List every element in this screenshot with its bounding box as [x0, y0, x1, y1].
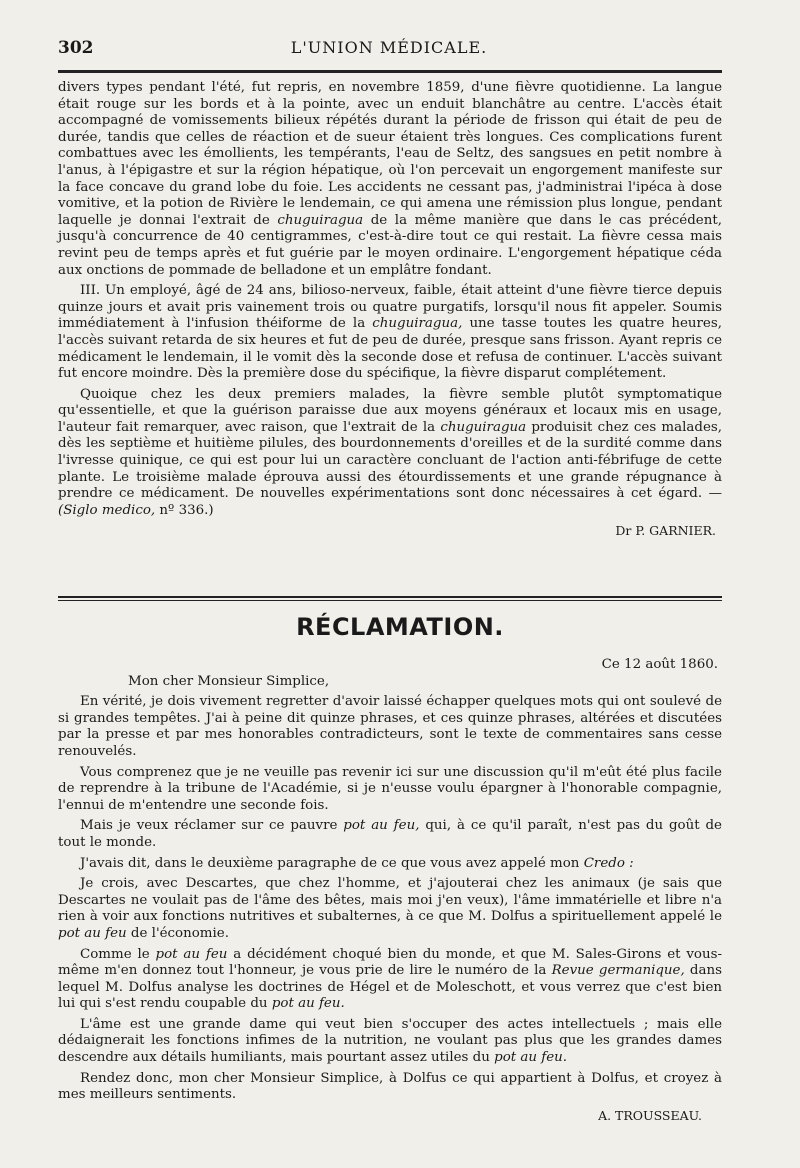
article-continuation: [58, 80, 722, 540]
paragraph: L'âme est une grande dame qui veut bien s'occuper des actes intellectuels ; mais elle dédaignerait les fonctions infimes de la nutrition, ne voulant pas plus que les grandes dames descendre aux détails humiliants, mais pourtant assez utiles du pot au feu.: [58, 1016, 722, 1066]
page-number: 302: [58, 38, 94, 58]
paragraph: Rendez donc, mon cher Monsieur Simplice, à Dolfus ce qui appartient à Dolfus, et croyez à mes meilleurs sentiments.: [58, 1070, 722, 1103]
page-header: [58, 38, 720, 66]
paragraph: Vous comprenez que je ne veuille pas revenir ici sur une discussion qu'il m'eût été plus facile de reprendre à la tribune de l'Académie, si je n'eusse voulu épargner à l'honorable compagnie, l'ennui de m'entendre une seconde fois.: [58, 764, 722, 813]
paragraph: divers types pendant l'été, fut repris, en novembre 1859, d'une fièvre quotidienne. La langue était rouge sur les bords et à la pointe, avec un enduit blanchâtre au centre. L'accès était accompagné de vomissements bilieux répétés durant la période de frisson qui était de peu de durée, tandis que celles de réaction et de sueur étaient très longues. Ces complications furent combattues avec les émollients, les tempérants, l'eau de Seltz, des sangsues en petit nombre à l'anus, à l'épigastre et sur la région hépatique, où l'on percevait un engorgement manifeste sur la face concave du grand lobe du foie. Les accidents ne cessant pas, j'administrai l'ipéca à dose vomitive, et la potion de Rivière le lendemain, ce qui amena une rémission plus longue, pendant laquelle je donnai l'extrait de chuguiragua de la même manière que dans le cas précédent, jusqu'à concurrence de 40 centigrammes, c'est-à-dire tout ce qui restait. La fièvre cessa mais revint peu de temps après et fut guérie par le moyen ordinaire. L'engorgement hépatique céda aux onctions de pommade de belladone et un emplâtre fondant.: [58, 80, 722, 278]
letter-date: Ce 12 août 1860.: [601, 657, 718, 672]
paragraph: Je crois, avec Descartes, que chez l'homme, et j'ajouterai chez les animaux (je sais que Descartes ne voulait pas de l'âme des bêtes, mais moi j'en veux), l'âme immatérielle et libre n'a rien à voir aux fonctions nutritives et subalternes, à ce que M. Dolfus a spirituellement appelé le pot au feu de l'économie.: [58, 876, 722, 941]
salutation: Mon cher Monsieur Simplice,: [128, 673, 330, 689]
paragraph: Mais je veux réclamer sur ce pauvre pot au feu, qui, à ce qu'il paraît, n'est pas du goût de tout le monde.: [58, 818, 722, 850]
paragraph: Comme le pot au feu a décidément choqué bien du monde, et que M. Sales-Girons et vous-même m'en donnez tout l'honneur, je vous prie de lire le numéro de la Revue germanique, dans lequel M. Dolfus analyse les doctrines de Hégel et de Moleschott, et vous verrez que c'est bien lui qui s'est rendu coupable du pot au feu.: [58, 946, 723, 1012]
section-title: RÉCLAMATION.: [296, 613, 504, 641]
running-title: L'UNION MÉDICALE.: [290, 38, 488, 57]
paragraph: Quoique chez les deux premiers malades, la fièvre semble plutôt symptomatique qu'essentielle, et que la guérison paraisse due aux moyens généraux et locaux mis en usage, l'auteur fait remarquer, avec raison, que l'extrait de la chuguiragua produisit chez ces malades, dès les septième et huitième pilules, des bourdonnements d'oreilles et de la surdité comme dans l'ivresse quinique, ce qui est pour lui un caractère concluant de l'action anti-fébrifuge de cette plante. Le troisième malade éprouva aussi des étourdissements et une grande répugnance à prendre ce médicament. De nouvelles expérimentations sont donc nécessaires à cet égard. — (Siglo medico, nº 336.): [58, 386, 722, 518]
paragraph: III. Un employé, âgé de 24 ans, bilioso-nerveux, faible, était atteint d'une fièvre tierce depuis quinze jours et avait pris vainement trois ou quatre purgatifs, lorsqu'il nous fit appeler. Soumis immédiatement à l'infusion théiforme de la chuguiragua, une tasse toutes les quatre heures, l'accès suivant retarda de six heures et fut de peu de durée, presque sans frisson. Ayant repris ce médicament le lendemain, il le vomit dès la seconde dose et refusa de continuer. L'accès suivant fut encore moindre. Dès la première dose du spécifique, la fièvre disparut complétement.: [58, 283, 722, 382]
paragraph: En vérité, je dois vivement regretter d'avoir laissé échapper quelques mots qui ont soulevé de si grandes tempêtes. J'ai à peine dit quinze phrases, et ces quinze phrases, altérées et discutées par la presse et par mes honorables contradicteurs, sont le texte de commentaires sans cesse renouvelés.: [58, 694, 722, 759]
letter-body: [58, 657, 722, 1124]
section-divider: [58, 596, 722, 601]
paragraph: J'avais dit, dans le deuxième paragraphe de ce que vous avez appelé mon Credo :: [80, 855, 634, 871]
author-signature: A. TROUSSEAU.: [598, 1107, 702, 1123]
author-signature: Dr P. GARNIER.: [615, 523, 716, 539]
header-rule: [58, 70, 722, 73]
